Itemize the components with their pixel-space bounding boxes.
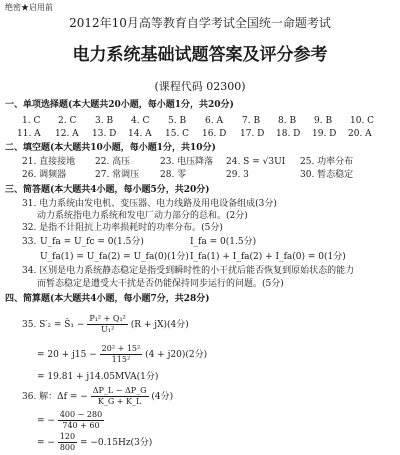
answer-item: 21. 直接接地 — [22, 157, 76, 167]
eq-text: 36. 解：Δf = − — [22, 392, 88, 402]
section-4-heading: 四、简算题(本大题共4小题，每小题7分，共28分) — [5, 294, 210, 304]
answer-item: 8. B — [278, 116, 297, 126]
fraction-denominator: 115² — [111, 355, 131, 364]
section-2-answers — [0, 157, 400, 181]
answer-35-result: = 19.81 + j14.05MVA(1分) — [37, 372, 159, 382]
answer-31-line2: 动力系统指电力系统和发电厂动力部分的总和。(2分) — [37, 211, 248, 221]
answer-36-eq1 — [22, 386, 173, 407]
answer-item: 18. D — [276, 129, 301, 139]
answer-item: 17. D — [240, 129, 265, 139]
answer-item: 9. B — [314, 116, 333, 126]
answer-item: 11. A — [17, 129, 41, 139]
course-code: (课程代码 02300) — [154, 80, 246, 93]
answer-31-line1: 31. 电力系统由发电机、变压器、电力线路及用电设备组成(3分) — [22, 199, 277, 209]
answer-item: 29. 3 — [226, 170, 249, 180]
answer-33-eq2: I_fa = 0(1.5分) — [190, 237, 257, 247]
answer-34-line2: 而暂态稳定是遭受大干扰是否仍能保持同步运行的问题。(5分) — [37, 279, 284, 289]
fraction-numerator: 20² + 15² — [101, 344, 141, 353]
answer-item: 26. 调频器 — [22, 170, 67, 180]
answer-36-eq2 — [37, 410, 104, 431]
eq-text: = 20 + j15 − — [37, 350, 97, 360]
answer-item: 5. B — [168, 116, 187, 126]
document-title: 电力系统基础试题答案及评分参考 — [72, 45, 328, 65]
fraction-numerator: 120 — [59, 432, 76, 441]
answer-item: 16. D — [202, 129, 227, 139]
fraction-numerator: P₁² + Q₁² — [89, 314, 126, 323]
answer-item: 4. C — [131, 116, 150, 126]
answer-33-eq3: U_fa(1) = U_fa(2) = U_fa(0)(1分) — [40, 252, 189, 262]
answer-item: 2. C — [58, 116, 77, 126]
answer-item: 1. C — [22, 116, 41, 126]
fraction-denominator: 740 + 60 — [62, 421, 100, 430]
section-1-answers — [0, 116, 400, 140]
fraction-numerator: 400 − 280 — [59, 410, 103, 419]
eq-text: = − — [37, 416, 55, 426]
fraction-numerator: ΔP_L − ΔP_G — [92, 386, 147, 395]
eq-text: (4 + j20)(2分) — [145, 350, 208, 360]
answer-35-eq1 — [22, 314, 189, 335]
fraction-denominator: U₁² — [101, 325, 115, 334]
answer-item: 22. 高压 — [95, 157, 131, 167]
answer-33-eq4: I_fa(1) + I_fa(2) + I_fa(0) = 0(1分) — [190, 252, 346, 262]
eq-text: = −0.15Hz(3分) — [79, 438, 153, 448]
answer-36-fraction-3 — [58, 432, 77, 453]
fraction-denominator: K_G + K_L — [97, 397, 142, 406]
answer-item: 19. D — [312, 129, 337, 139]
answer-item: 14. A — [128, 129, 152, 139]
answer-item: 20. A — [348, 129, 372, 139]
answer-34-line1: 34. 区别是电力系统静态稳定是指受到瞬时性的小干扰后能否恢复到原始状态的能力 — [22, 266, 355, 276]
section-3-heading: 三、简答题(本大题共4小题，每小题5分，共20分) — [5, 185, 210, 195]
answer-35-fraction — [87, 314, 128, 335]
answer-item: 10. C — [350, 116, 375, 126]
answer-36-fraction — [91, 386, 149, 407]
answer-item: 28. 零 — [160, 170, 187, 180]
eq-text: = − — [37, 438, 55, 448]
exam-title: 2012年10月高等教育自学考试全国统一命题考试 — [69, 16, 331, 30]
answer-item: 13. D — [92, 129, 117, 139]
answer-item: 25. 功率分布 — [300, 157, 354, 167]
answer-item: 23. 电压降落 — [160, 157, 214, 167]
answer-item: 15. C — [165, 129, 190, 139]
answer-item: 30. 暂态稳定 — [300, 170, 354, 180]
eq-text: (4分) — [151, 392, 174, 402]
answer-32: 32. 是指不计阻抗上功率损耗时的功率分布。(5分) — [22, 223, 223, 233]
answer-35-eq2 — [37, 344, 207, 365]
answer-item: 24. S = √3UI — [226, 157, 286, 167]
answer-item: 7. B — [242, 116, 261, 126]
answer-35-fraction-2 — [100, 344, 143, 365]
answer-item: 6. A — [205, 116, 223, 126]
answer-item: 12. A — [55, 129, 79, 139]
fraction-denominator: 800 — [59, 443, 76, 452]
answer-36-fraction-2 — [58, 410, 104, 431]
answer-33-label: 33. — [22, 237, 37, 247]
answer-item: 3. B — [95, 116, 114, 126]
answer-35-lhs: 35. S′₂ = Ŝ₁ − — [22, 320, 85, 330]
secret-label: 绝密★启用前 — [5, 3, 53, 12]
section-1-heading: 一、单项选择题(本大题共20小题，每小题1分，共20分) — [5, 100, 234, 110]
answer-36-eq3 — [37, 432, 152, 453]
answer-item: 27. 常调压 — [95, 170, 140, 180]
section-2-heading: 二、填空题(本大题共10小题，每小题1分，共10分) — [5, 143, 216, 153]
answer-35-rhs: (R + jX)(4分) — [130, 320, 189, 330]
answer-33-eq1: U_fa = U_fc = 0(1.5分) — [40, 237, 144, 247]
